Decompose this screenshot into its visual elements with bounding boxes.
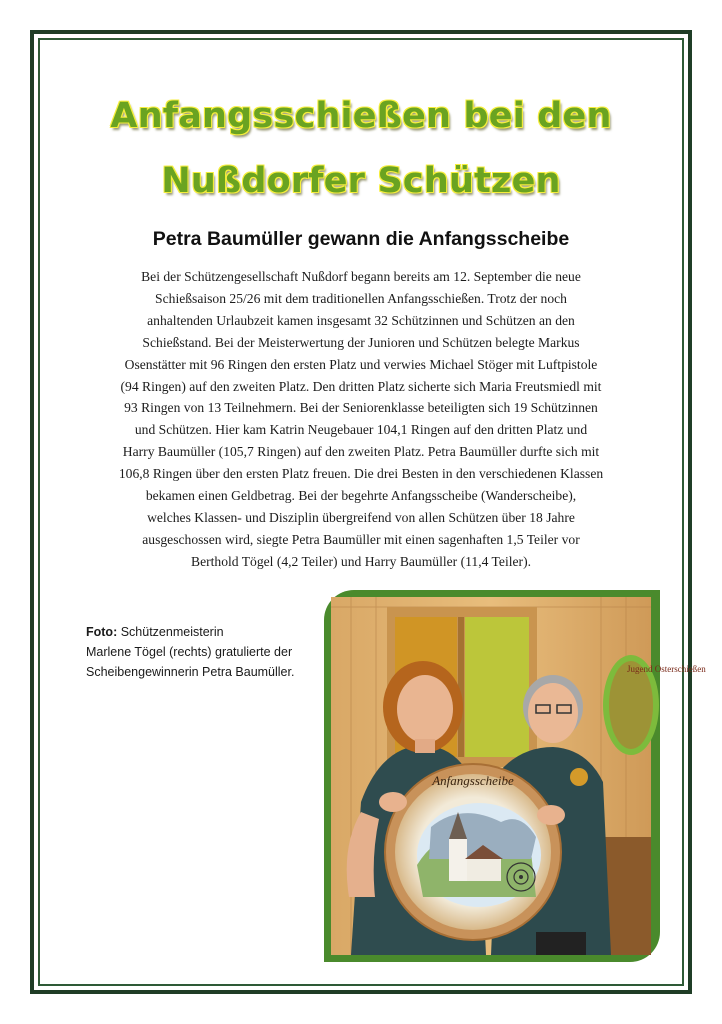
- body-line: bekamen einen Geldbetrag. Bei der begehrte Anfangsscheibe (Wanderscheibe),: [145, 488, 577, 504]
- plate-title: Anfangsscheibe: [432, 773, 514, 788]
- article-body: [70, 266, 652, 573]
- body-line: Harry Baumüller (105,7 Ringen) auf den zweiten Platz. Petra Baumüller durfte sich mit: [122, 444, 600, 460]
- body-line: anhaltenden Urlaubzeit kamen insgesamt 32 Schützinnen und Schützen an den: [147, 312, 575, 328]
- body-line: Bei der Schützengesellschaft Nußdorf begann bereits am 12. September die neue: [141, 269, 581, 284]
- sign-text: Jugend Osterschießen: [627, 664, 706, 674]
- body-line: Schießstand. Bei der Meisterwertung der Junioren und Schützen belegte Markus: [142, 334, 580, 350]
- photo-illustration: [331, 597, 706, 955]
- photo-caption: [86, 622, 326, 682]
- body-line: und Schützen. Hier kam Katrin Neugebauer 104,1 Ringen auf den dritten Platz und: [134, 422, 588, 438]
- headline-line-1: Anfangsschießen bei den: [110, 96, 612, 136]
- photo: [331, 597, 706, 955]
- body-line: (94 Ringen) auf den zweiten Platz. Den dritten Platz sicherte sich Maria Freutsmiedl mit: [120, 378, 602, 394]
- body-line: Schießsaison 25/26 mit dem traditionellen Anfangsschießen. Trotz der noch: [155, 290, 567, 306]
- body-line: Berthold Tögel (4,2 Teiler) und Harry Baumüller (11,4 Teiler).: [191, 553, 531, 569]
- body-line: ausgeschossen wird, siegte Petra Baumüller mit einen sagenhaften 1,5 Teiler vor: [142, 531, 580, 547]
- caption-line-3: Scheibengewinnerin Petra Baumüller.: [86, 665, 295, 679]
- caption-line-2: Marlene Tögel (rechts) gratulierte der: [86, 645, 293, 659]
- body-line: Osenstätter mit 96 Ringen den ersten Platz und verwies Michael Stöger mit Luftpistole: [124, 356, 598, 372]
- subheadline: Petra Baumüller gewann die Anfangsscheibe: [152, 228, 570, 250]
- caption-line-1: Schützenmeisterin: [120, 625, 224, 639]
- body-line: welches Klassen- und Disziplin übergreifend von allen Schützen über 18 Jahre: [147, 509, 575, 525]
- body-line: 93 Ringen von 13 Teilnehmern. Bei der Seniorenklasse beteiligten sich 19 Schützinnen: [124, 400, 598, 416]
- caption-label: Foto:: [86, 625, 118, 639]
- body-line: 106,8 Ringen über den ersten Platz freuen. Die drei Besten in den verschiedenen Klassen: [118, 466, 604, 482]
- headline-line-2: Nußdorfer Schützen: [161, 161, 561, 201]
